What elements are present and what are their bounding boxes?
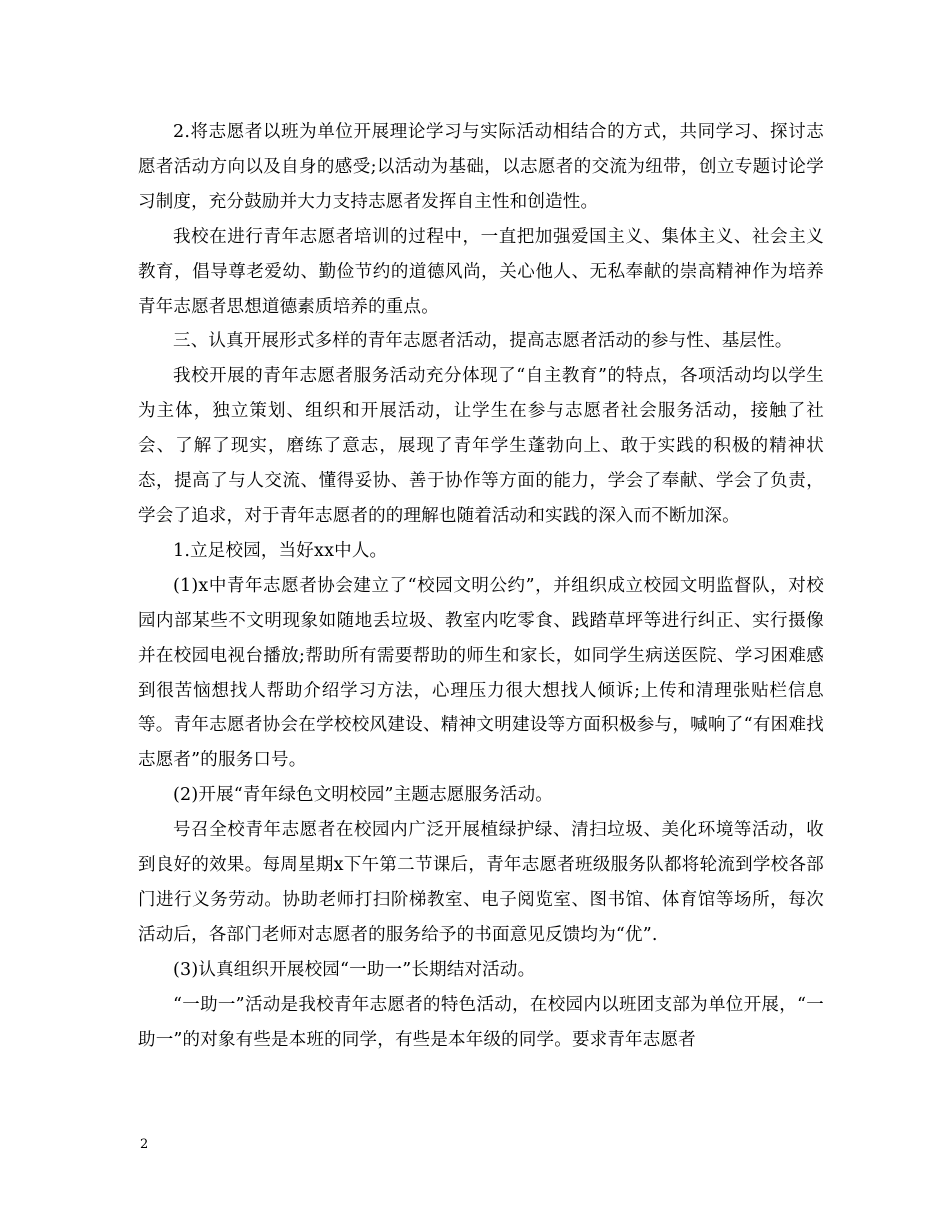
paragraph-green-campus: 号召全校青年志愿者在校园内广泛开展植绿护绿、清扫垃圾、美化环境等活动，收到良好的效果。每周星期x下午第二节课后，青年志愿者班级服务队都将轮流到学校各部门进行义务劳动。协助老师打扫阶梯教室、电子阅览室、图书馆、体育馆等场所，每次活动后，各部门老师对志愿者的服务给予的书面意见反馈均为“优”. [138, 820, 824, 945]
document-body [138, 115, 824, 1057]
paragraph-one-help-one: “一助一”活动是我校青年志愿者的特色活动，在校园内以班团支部为单位开展，“一助一”的对象有些是本班的同学，有些是本年级的同学。要求青年志愿者 [138, 994, 824, 1050]
paragraph-civility-pact: (1)x中青年志愿者协会建立了“校园文明公约”，并组织成立校园文明监督队，对校园内部某些不文明现象如随地丢垃圾、教室内吃零食、践踏草坪等进行纠正、实行摄像并在校园电视台播放;帮助所有需要帮助的师生和家长，如同学生病送医院、学习困难感到很苦恼想找人帮助介绍学习方法，心理压力很大想找人倾诉;上传和清理张贴栏信息等。青年志愿者协会在学校校风建设、精神文明建设等方面积极参与，喊响了“有困难找志愿者”的服务口号。 [138, 575, 824, 771]
subheading-one-help-one: (3)认真组织开展校园“一助一”长期结对活动。 [173, 959, 536, 980]
paragraph-self-education: 我校开展的青年志愿者服务活动充分体现了“自主教育”的特点，各项活动均以学生为主体，独立策划、组织和开展活动，让学生在参与志愿者社会服务活动，接触了社会、了解了现实，磨练了意志，展现了青年学生蓬勃向上、敢于实践的积极的精神状态，提高了与人交流、懂得妥协、善于协作等方面的能力，学会了奉献、学会了负责，学会了追求，对于青年志愿者的的理解也随着活动和实践的深入而不断加深。 [138, 366, 824, 526]
paragraph-training: 我校在进行青年志愿者培训的过程中，一直把加强爱国主义、集体主义、社会主义教育，倡导尊老爱幼、勤俭节约的道德风尚，关心他人、无私奉献的崇高精神作为培养青年志愿者思想道德素质培养的重点。 [138, 226, 824, 317]
paragraph-study-method: 2.将志愿者以班为单位开展理论学习与实际活动相结合的方式，共同学习、探讨志愿者活动方向以及自身的感受;以活动为基础，以志愿者的交流为纽带，创立专题讨论学习制度，充分鼓励并大力支持志愿者发挥自主性和创造性。 [138, 122, 824, 212]
section-heading-activities: 三、认真开展形式多样的青年志愿者活动，提高志愿者活动的参与性、基层性。 [173, 331, 793, 352]
subheading-green-campus: (2)开展“青年绿色文明校园”主题志愿服务活动。 [173, 785, 553, 806]
subheading-campus: 1.立足校园，当好xx中人。 [173, 540, 388, 561]
page-number: 2 [140, 1137, 149, 1152]
